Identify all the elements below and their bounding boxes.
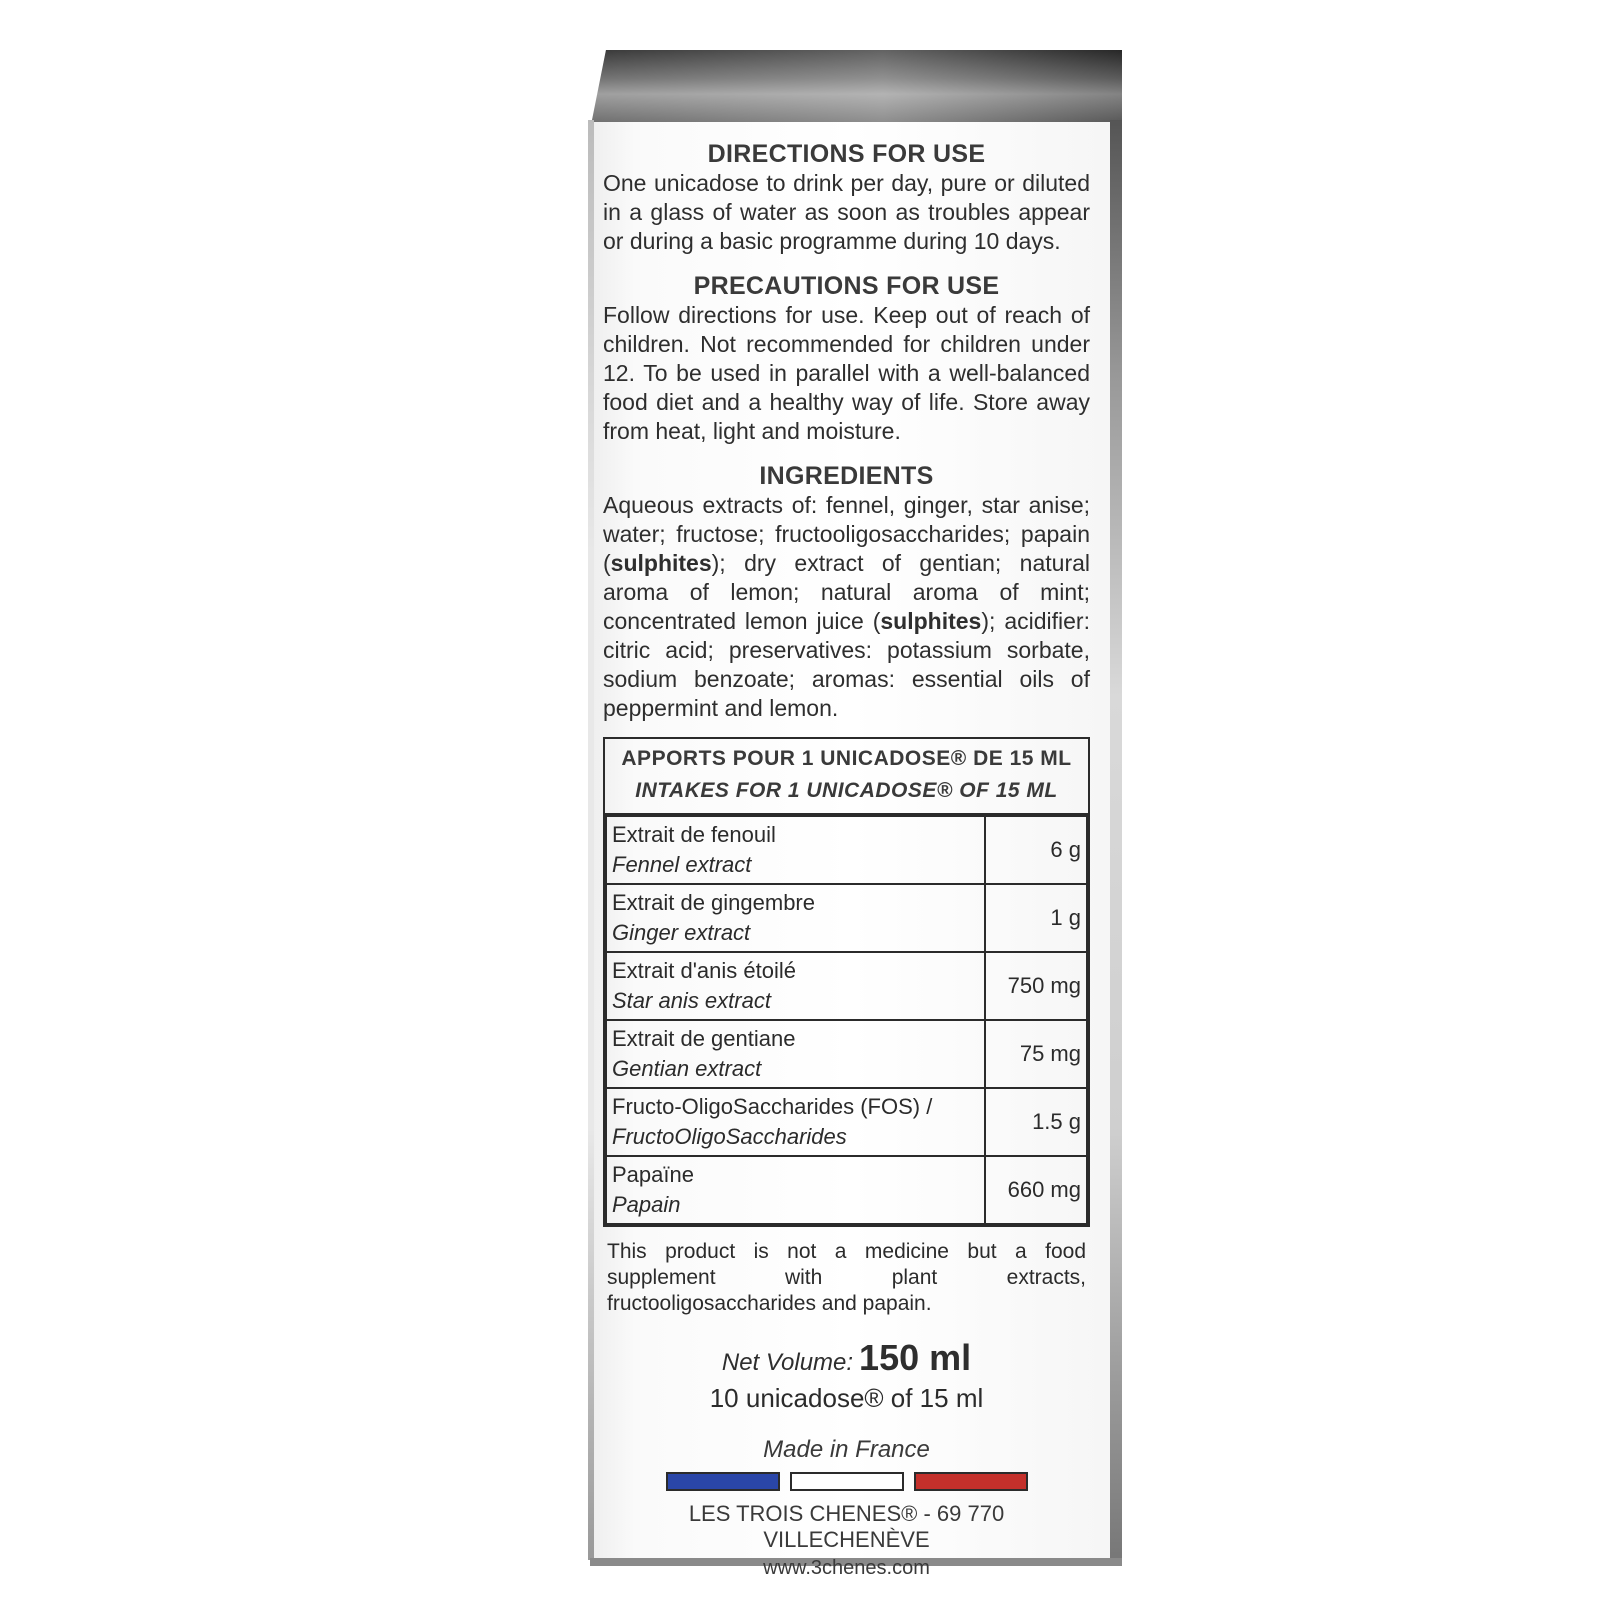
ingredients-title: INGREDIENTS <box>759 462 934 490</box>
directions-text: One unicadose to drink per day, pure or diluted in a glass of water as soon as troubles appear or during a basic programme during 10 days. <box>603 170 1090 254</box>
precautions-title: PRECAUTIONS FOR USE <box>693 272 1000 300</box>
intake-name <box>606 1156 985 1224</box>
website-link: www.3chenes.com <box>763 1557 930 1579</box>
intake-name-en: Papain <box>612 1192 681 1217</box>
precautions-section <box>603 272 1090 446</box>
intake-value: 1.5 g <box>985 1088 1087 1156</box>
precautions-text: Follow directions for use. Keep out of reach of children. Not recommended for children under 12. To be used in parallel with a well-balanced food diet and a healthy way of life. Store away from heat, light and moisture. <box>603 302 1090 444</box>
intake-name-fr: Fructo-OligoSaccharides (FOS) / <box>612 1094 933 1119</box>
intake-name <box>606 1088 985 1156</box>
intake-name-fr: Extrait de gentiane <box>612 1026 796 1051</box>
flag-blue-stripe <box>666 1472 780 1491</box>
intake-value: 1 g <box>985 884 1087 952</box>
intake-row <box>606 1020 1087 1088</box>
intake-name-fr: Papaïne <box>612 1162 694 1187</box>
intake-row <box>606 952 1087 1020</box>
intake-name-en: Fennel extract <box>612 852 752 877</box>
ingredients-part: ); acidifier: citric acid; preservatives: potassium sorbate, sodium benzoate; aromas: essential oils of peppermint and lemon. <box>603 608 1090 721</box>
intake-name <box>606 884 985 952</box>
ingredients-section <box>603 462 1090 723</box>
net-volume <box>603 1337 1090 1379</box>
intake-row <box>606 1088 1087 1156</box>
intake-name <box>606 1020 985 1088</box>
directions-section <box>603 140 1090 256</box>
intake-name-fr: Extrait de fenouil <box>612 822 776 847</box>
intake-name-fr: Extrait d'anis étoilé <box>612 958 796 983</box>
made-in-label: Made in France <box>763 1436 930 1463</box>
label-content <box>603 140 1090 1580</box>
allergen: sulphites <box>610 550 712 576</box>
box-right-edge <box>1110 120 1122 1560</box>
directions-title: DIRECTIONS FOR USE <box>707 140 986 168</box>
intake-name-fr: Extrait de gingembre <box>612 890 815 915</box>
intake-header-en: INTAKES FOR 1 UNICADOSE® OF 15 ML <box>635 779 1058 802</box>
intake-name-en: Star anis extract <box>612 988 771 1013</box>
intake-row <box>606 1156 1087 1224</box>
intake-value: 6 g <box>985 816 1087 884</box>
intake-value: 75 mg <box>985 1020 1087 1088</box>
intake-name-en: Ginger extract <box>612 920 751 945</box>
intake-header-fr: APPORTS POUR 1 UNICADOSE® DE 15 ML <box>621 747 1072 770</box>
intake-value: 660 mg <box>985 1156 1087 1224</box>
ingredients-text <box>603 491 1090 723</box>
flag-white-stripe <box>790 1472 904 1491</box>
intake-value: 750 mg <box>985 952 1087 1020</box>
flag-red-stripe <box>914 1472 1028 1491</box>
intake-rows <box>605 815 1088 1225</box>
company-address: LES TROIS CHENES® - 69 770 VILLECHENÈVE <box>688 1501 1005 1552</box>
intake-name <box>606 952 985 1020</box>
net-volume-value: 150 ml <box>859 1337 972 1378</box>
intake-table <box>603 737 1090 1227</box>
intake-name-en: FructoOligoSaccharides <box>612 1124 847 1149</box>
intake-table-header <box>605 739 1088 815</box>
ingredients-part: ); dry extract of gentian; natural aroma of lemon; natural aroma of mint; concentrated lemon juice ( <box>603 550 1090 634</box>
intake-name-en: Gentian extract <box>612 1056 762 1081</box>
ingredients-part: Aqueous extracts of: fennel, ginger, star anise; water; fructose; fructooligosaccharides; papain ( <box>603 492 1090 576</box>
intake-row <box>606 816 1087 884</box>
box-top-face <box>590 50 1122 130</box>
disclaimer-text: This product is not a medicine but a food supplement with plant extracts, fructooligosaccharides and papain. <box>607 1240 1086 1315</box>
french-flag <box>603 1472 1090 1491</box>
intake-row <box>606 884 1087 952</box>
allergen: sulphites <box>880 608 982 634</box>
unicadose-count: 10 unicadose® of 15 ml <box>709 1383 984 1413</box>
net-volume-label: Net Volume: <box>721 1349 854 1376</box>
intake-name <box>606 816 985 884</box>
